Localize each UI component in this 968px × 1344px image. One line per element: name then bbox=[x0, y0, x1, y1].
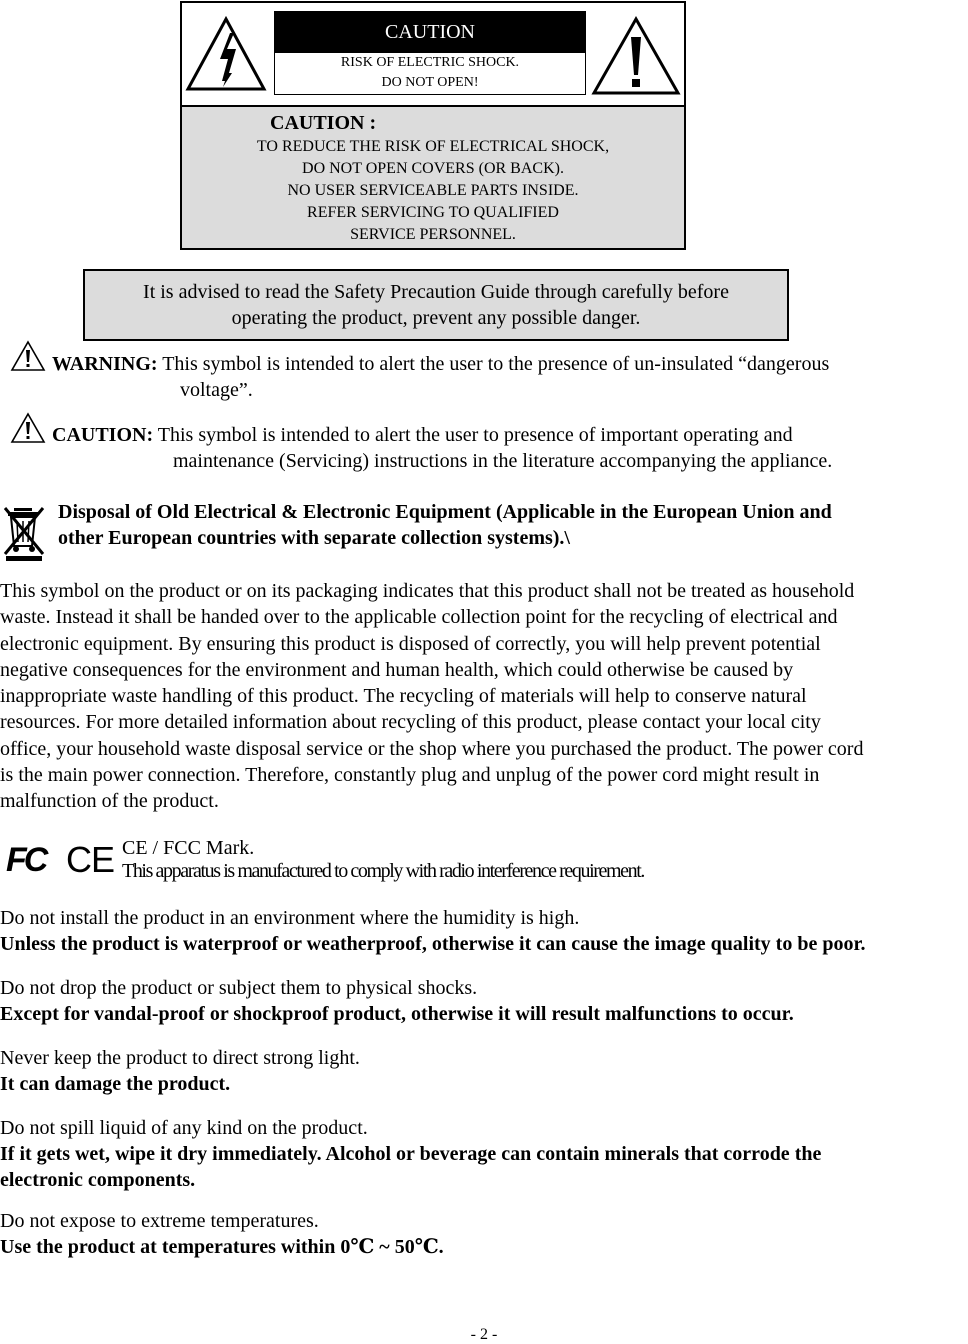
warning-text: This symbol is intended to alert the user to the presence of un-insulated “dangerous bbox=[157, 353, 830, 375]
exclamation-warning-icon bbox=[590, 15, 682, 97]
electric-shock-icon bbox=[184, 15, 268, 93]
caution-line: DO NOT OPEN COVERS (OR BACK). bbox=[302, 160, 564, 177]
disposal-body-line: This symbol on the product or on its packaging indicates that this product shall not be treated as household bbox=[0, 580, 855, 602]
caution-line: SERVICE PERSONNEL. bbox=[350, 226, 516, 243]
precaution-statement: Do not install the product in an environment where the humidity is high. bbox=[0, 907, 580, 929]
warning-text-cont: voltage”. bbox=[180, 379, 253, 401]
caution-do-not-open: DO NOT OPEN! bbox=[381, 75, 479, 90]
marks-title: CE / FCC Mark. bbox=[122, 837, 255, 859]
caution-line: REFER SERVICING TO QUALIFIED bbox=[307, 204, 559, 221]
caution-label-bottom bbox=[182, 107, 684, 248]
disposal-heading-line: other European countries with separate collection systems).\ bbox=[58, 527, 570, 549]
precaution-note: It can damage the product. bbox=[0, 1073, 231, 1095]
precaution-statement: Do not drop the product or subject them to physical shocks. bbox=[0, 977, 478, 999]
warning-triangle-icon bbox=[10, 340, 46, 372]
advisory-line: operating the product, prevent any possible danger. bbox=[231, 307, 641, 329]
caution-triangle-icon bbox=[10, 412, 46, 444]
precaution-light bbox=[0, 1045, 360, 1097]
caution-title-box bbox=[274, 11, 586, 95]
caution-symbol-text-cont: maintenance (Servicing) instructions in the literature accompanying the appliance. bbox=[173, 450, 833, 472]
caution-symbol-text: This symbol is intended to alert the user to presence of important operating and bbox=[153, 424, 793, 446]
safety-advisory bbox=[83, 269, 789, 341]
disposal-body-line: inappropriate waste handling of this product. The recycling of materials will help to conserve natural bbox=[0, 685, 807, 708]
precaution-temperature bbox=[0, 1208, 444, 1260]
disposal-body-line: office, your household waste disposal service or the shop where you purchased the product. The power cord bbox=[0, 737, 864, 760]
precaution-statement: Do not spill liquid of any kind on the product. bbox=[0, 1117, 368, 1139]
caution-line: NO USER SERVICEABLE PARTS INSIDE. bbox=[287, 182, 579, 199]
precaution-statement: Do not expose to extreme temperatures. bbox=[0, 1210, 319, 1232]
precaution-shock bbox=[0, 975, 794, 1027]
precaution-note: electronic components. bbox=[0, 1169, 196, 1191]
fcc-logo: FC bbox=[6, 841, 46, 879]
caution-title: CAUTION bbox=[275, 12, 585, 53]
advisory-line: It is advised to read the Safety Precaution Guide through carefully before bbox=[143, 281, 729, 303]
precaution-humidity bbox=[0, 905, 866, 957]
disposal-body-line: electronic equipment. By ensuring this product is disposed of correctly, you will help prevent potential bbox=[0, 632, 821, 655]
caution-symbol-line bbox=[52, 422, 793, 448]
caution-heading: CAUTION : bbox=[270, 112, 377, 134]
disposal-body-line: negative consequences for the environment and human health, which could otherwise be caused by bbox=[0, 658, 794, 681]
marks-text: This apparatus is manufactured to comply with radio interference requirement. bbox=[122, 860, 644, 882]
disposal-body-line: resources. For more detailed information about recycling of this product, please contact your local city bbox=[0, 711, 821, 734]
precaution-note: Except for vandal-proof or shockproof product, otherwise it will result malfunctions to occur. bbox=[0, 1003, 794, 1025]
caution-line: TO REDUCE THE RISK OF ELECTRICAL SHOCK, bbox=[256, 138, 610, 155]
caution-symbol-label: CAUTION: bbox=[52, 424, 154, 446]
disposal-body-line: is the main power connection. Therefore, constantly plug and unplug of the power cord might result in bbox=[0, 764, 820, 787]
disposal-heading-line: Disposal of Old Electrical & Electronic Equipment (Applicable in the European Union and bbox=[58, 501, 832, 523]
disposal-body-line: malfunction of the product. bbox=[0, 790, 219, 813]
caution-label-top bbox=[182, 3, 684, 107]
page-number: - 2 - bbox=[470, 1326, 498, 1343]
precaution-liquid bbox=[0, 1115, 821, 1193]
disposal-body bbox=[0, 578, 968, 815]
caution-risk-line: RISK OF ELECTRIC SHOCK. bbox=[340, 55, 520, 70]
precaution-note: Use the product at temperatures within 0℃ ~ 50℃. bbox=[0, 1236, 444, 1258]
caution-label bbox=[180, 1, 686, 250]
ce-logo: CE bbox=[66, 839, 115, 880]
disposal-body-line: waste. Instead it shall be handed over to the applicable collection point for the recycling of electrical and bbox=[0, 606, 838, 629]
precaution-statement: Never keep the product to direct strong light. bbox=[0, 1047, 360, 1069]
crossed-out-bin-icon bbox=[2, 502, 46, 562]
precaution-note: If it gets wet, wipe it dry immediately. Alcohol or beverage can contain minerals that corrode the bbox=[0, 1143, 822, 1165]
warning-label: WARNING: bbox=[52, 353, 158, 375]
warning-line bbox=[52, 351, 829, 377]
precaution-note: Unless the product is waterproof or weatherproof, otherwise it can cause the image quality to be poor. bbox=[0, 933, 866, 955]
